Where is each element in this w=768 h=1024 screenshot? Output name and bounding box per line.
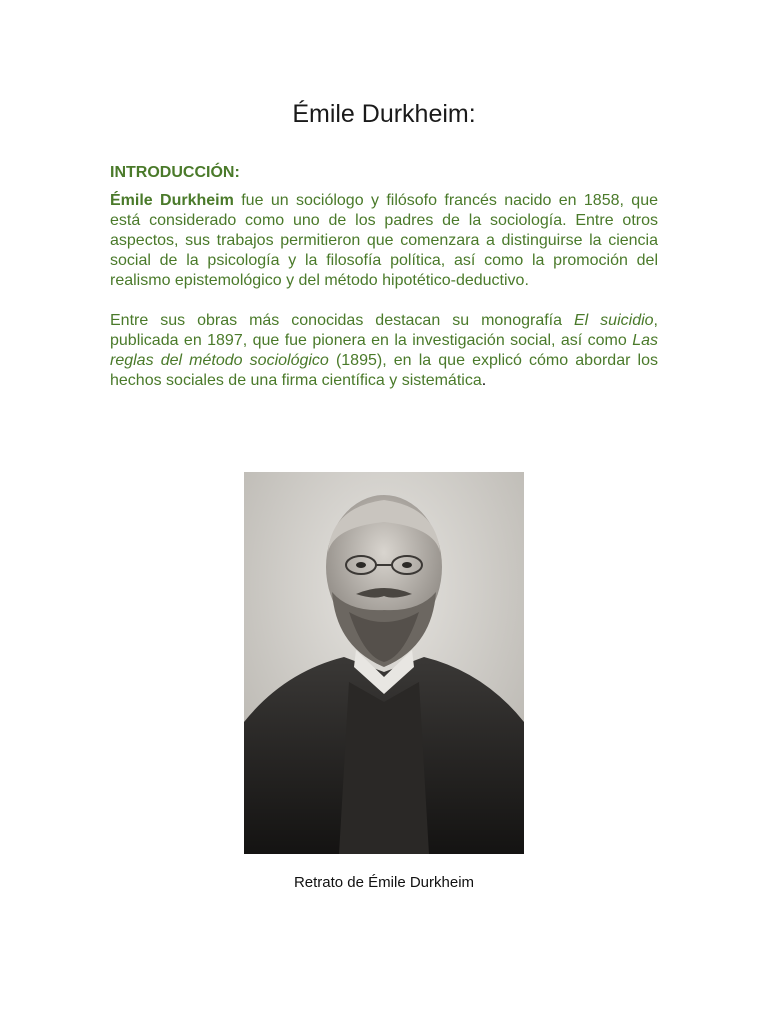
work-title-suicidio: El suicidio: [573, 312, 654, 329]
works-end-period: .: [481, 372, 487, 389]
works-text-1: Entre sus obras más conocidas destacan su monografía: [110, 312, 574, 329]
photo-caption: Retrato de Émile Durkheim: [293, 874, 475, 891]
intro-text: fue un sociólogo y filósofo francés nacido en 1858, que está considerado como uno de los padres de la sociología. Entre otros aspectos, sus trabajos permitieron que comenzara a distinguirse la ciencia social de la psicología y la filosofía política, así como la promoción del realismo epistemológico y del método hipotético-deductivo.: [110, 192, 659, 289]
works-paragraph: [110, 311, 658, 391]
author-name: Émile Durkheim: [110, 192, 234, 209]
portrait-illustration: [244, 472, 524, 854]
document-body: [110, 163, 658, 391]
works-text-3: (1895), en la que explicó cómo abordar los hechos sociales de una firma científica y sistemática: [110, 352, 658, 389]
works-text-2: , publicada en 1897, que fue pionera en la investigación social, así como: [110, 312, 658, 349]
page-title: Émile Durkheim:: [292, 100, 476, 128]
intro-paragraph: [110, 191, 658, 291]
portrait-photo: [244, 472, 524, 854]
work-title-reglas: Las reglas del método sociológico: [110, 332, 658, 369]
section-heading: INTRODUCCIÓN:: [110, 164, 240, 181]
